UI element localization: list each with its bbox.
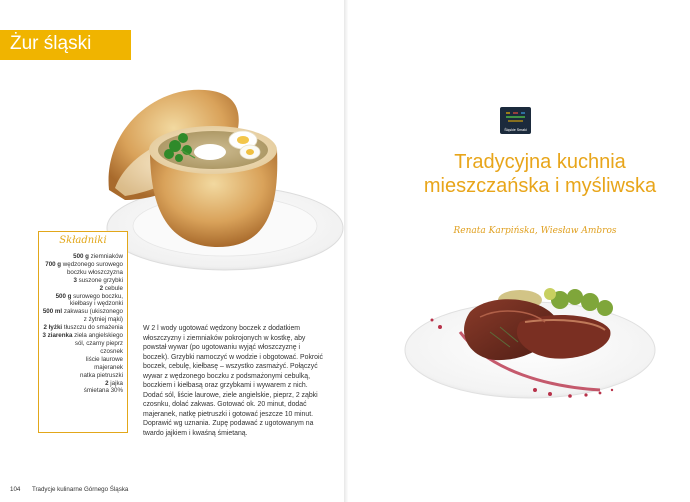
ingredients-box <box>38 231 128 433</box>
ingredient-item: sól, czarny pieprz <box>74 339 123 347</box>
page-number: 104 <box>10 486 21 493</box>
page-footer <box>10 486 128 493</box>
ingredient-item: natka pietruszki <box>80 371 123 379</box>
ingredients-title: Składniki <box>59 235 107 246</box>
ingredient-item: 700 g wędzonego surowego boczku włoszczyzna <box>45 260 123 276</box>
ingredient-item: 3 ziarenka ziela angielskiego <box>42 332 123 340</box>
ingredient-item: śmietana 30% <box>83 387 123 395</box>
logo-text: Śląskie Smaki <box>504 128 527 132</box>
game-meat-dish-image <box>400 272 660 412</box>
soup-bread-bowl-image <box>95 80 345 280</box>
ingredient-item: czosnek <box>100 347 123 355</box>
ingredient-item: 2 łyżki tłuszczu do smażenia <box>43 324 123 332</box>
recipe-title: Żur śląski <box>10 33 92 54</box>
book-title-line2: mieszczańska i myśliwska <box>423 175 657 197</box>
ingredient-item: 500 g surowego boczku, kiełbasy i wędzonki <box>55 292 123 308</box>
ingredient-item: majeranek <box>94 363 123 371</box>
slaskie-smaki-logo <box>500 107 531 134</box>
ingredients-list <box>39 253 123 395</box>
book-authors: Renata Karpińska, Wiesław Ambros <box>453 226 617 236</box>
book-title-line1: Tradycyjna kuchnia <box>454 151 626 173</box>
book-title <box>390 150 690 198</box>
ingredient-item: 2 jajka <box>105 379 123 387</box>
recipe-title-bar <box>0 30 131 60</box>
ingredient-item: 2 cebule <box>99 284 123 292</box>
ingredient-item: liście laurowe <box>85 355 123 363</box>
ingredient-item: 3 suszone grzybki <box>73 276 123 284</box>
recipe-instructions: W 2 l wody ugotować wędzony boczek z dodatkiem włoszczyzny i ziemniaków pokrojonych w kostkę, aby powstał wywar (po ugotowaniu wyjąć włoszczyznę i boczek). Grzybki namoczyć w wodzie i obgotować. Pokroić boczek, cebulę, kiełbasę – wszystko zasmażyć. Połączyć wywar z wędzonego boczku z podsmażonymi cebulką, boczkiem i kiełbasą oraz grzybkami i wywarem z nich. Dodać sól, liście laurowe, ziele angielskie, pieprz, 2 ząbki czosnku, dolać zakwas. Gotować ok. 20 minut, dodać majeranek, natkę pietruszki i gotować jeszcze 10 minut. Doprawić wg uznania. Zupę podawać z ugotowanym na twardo jajkiem i kwaśną śmietaną. <box>143 325 323 437</box>
ingredient-item: 500 ml zakwasu (ukiszonego z żytniej mąki) <box>42 308 123 324</box>
footer-book-title: Tradycje kulinarne Górnego Śląska <box>31 486 129 493</box>
ingredient-item: 500 g ziemniaków <box>73 253 123 260</box>
cutlery-icon <box>500 107 531 127</box>
